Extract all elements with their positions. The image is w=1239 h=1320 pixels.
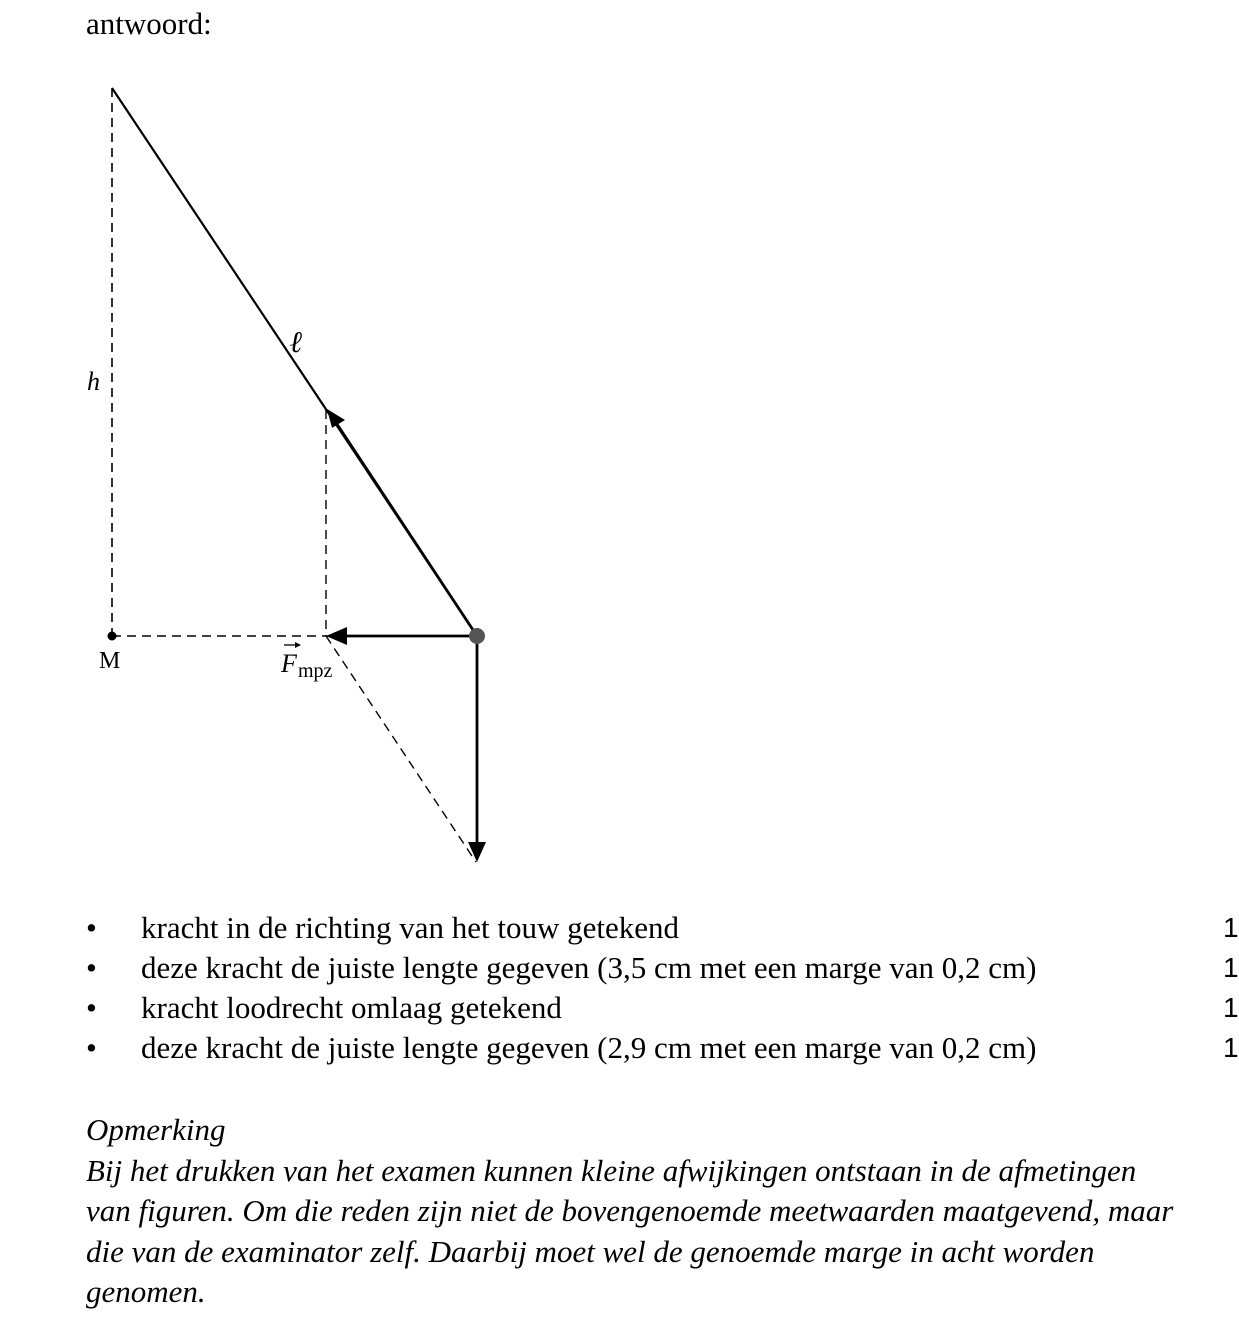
bullet-icon: •: [86, 950, 97, 985]
criterion-text: deze kracht de juiste lengte gegeven (3,5 cm met een marge van 0,2 cm): [141, 950, 1037, 985]
gravity-arrowhead: [468, 842, 486, 862]
remark-body: Bij het drukken van het examen kunnen kleine afwijkingen ontstaan in de afmetingen van figuren. Om die reden zijn niet de bovengenoemde meetwaarden maatgevend, maar die van de examinator zelf. Daarbij moet wel de genoemde marge in acht worden genomen.: [86, 1152, 1174, 1309]
list-item: [86, 1028, 1239, 1068]
bullet-icon: •: [86, 1030, 97, 1065]
center-point: [108, 632, 117, 641]
centripetal-arrowhead: [326, 627, 347, 645]
criterion-text: deze kracht de juiste lengte gegeven (2,9 cm met een marge van 0,2 cm): [141, 1030, 1037, 1065]
tension-arrowhead: [327, 409, 345, 428]
center-label: M: [99, 648, 121, 674]
criterion-text: kracht in de richting van het touw getekend: [141, 910, 680, 945]
mass-dot: [469, 628, 485, 644]
construction-diagonal-dashed: [326, 636, 476, 862]
score-points: 1: [1223, 1032, 1239, 1063]
vector-arrowhead-icon: [295, 642, 301, 648]
bullet-icon: •: [86, 910, 97, 945]
list-item: [86, 948, 1239, 988]
list-item: [86, 988, 1239, 1028]
centripetal-force-label: [280, 642, 333, 682]
score-points: 1: [1223, 912, 1239, 943]
criterion-text: kracht loodrecht omlaag getekend: [141, 990, 562, 1025]
remark-title: Opmerking: [86, 1112, 226, 1147]
score-points: 1: [1223, 992, 1239, 1023]
list-item: [86, 908, 1239, 948]
score-points: 1: [1223, 952, 1239, 983]
bullet-icon: •: [86, 990, 97, 1025]
height-label: h: [87, 367, 100, 396]
force-subscript: mpz: [298, 660, 333, 682]
scoring-criteria-list: [86, 908, 1239, 1068]
remark-section: [86, 1110, 1186, 1313]
answer-heading: antwoord:: [86, 6, 212, 41]
force-symbol: F: [281, 649, 297, 678]
tension-force-arrow: [329, 412, 477, 636]
rope-length-label: ℓ: [290, 326, 303, 359]
